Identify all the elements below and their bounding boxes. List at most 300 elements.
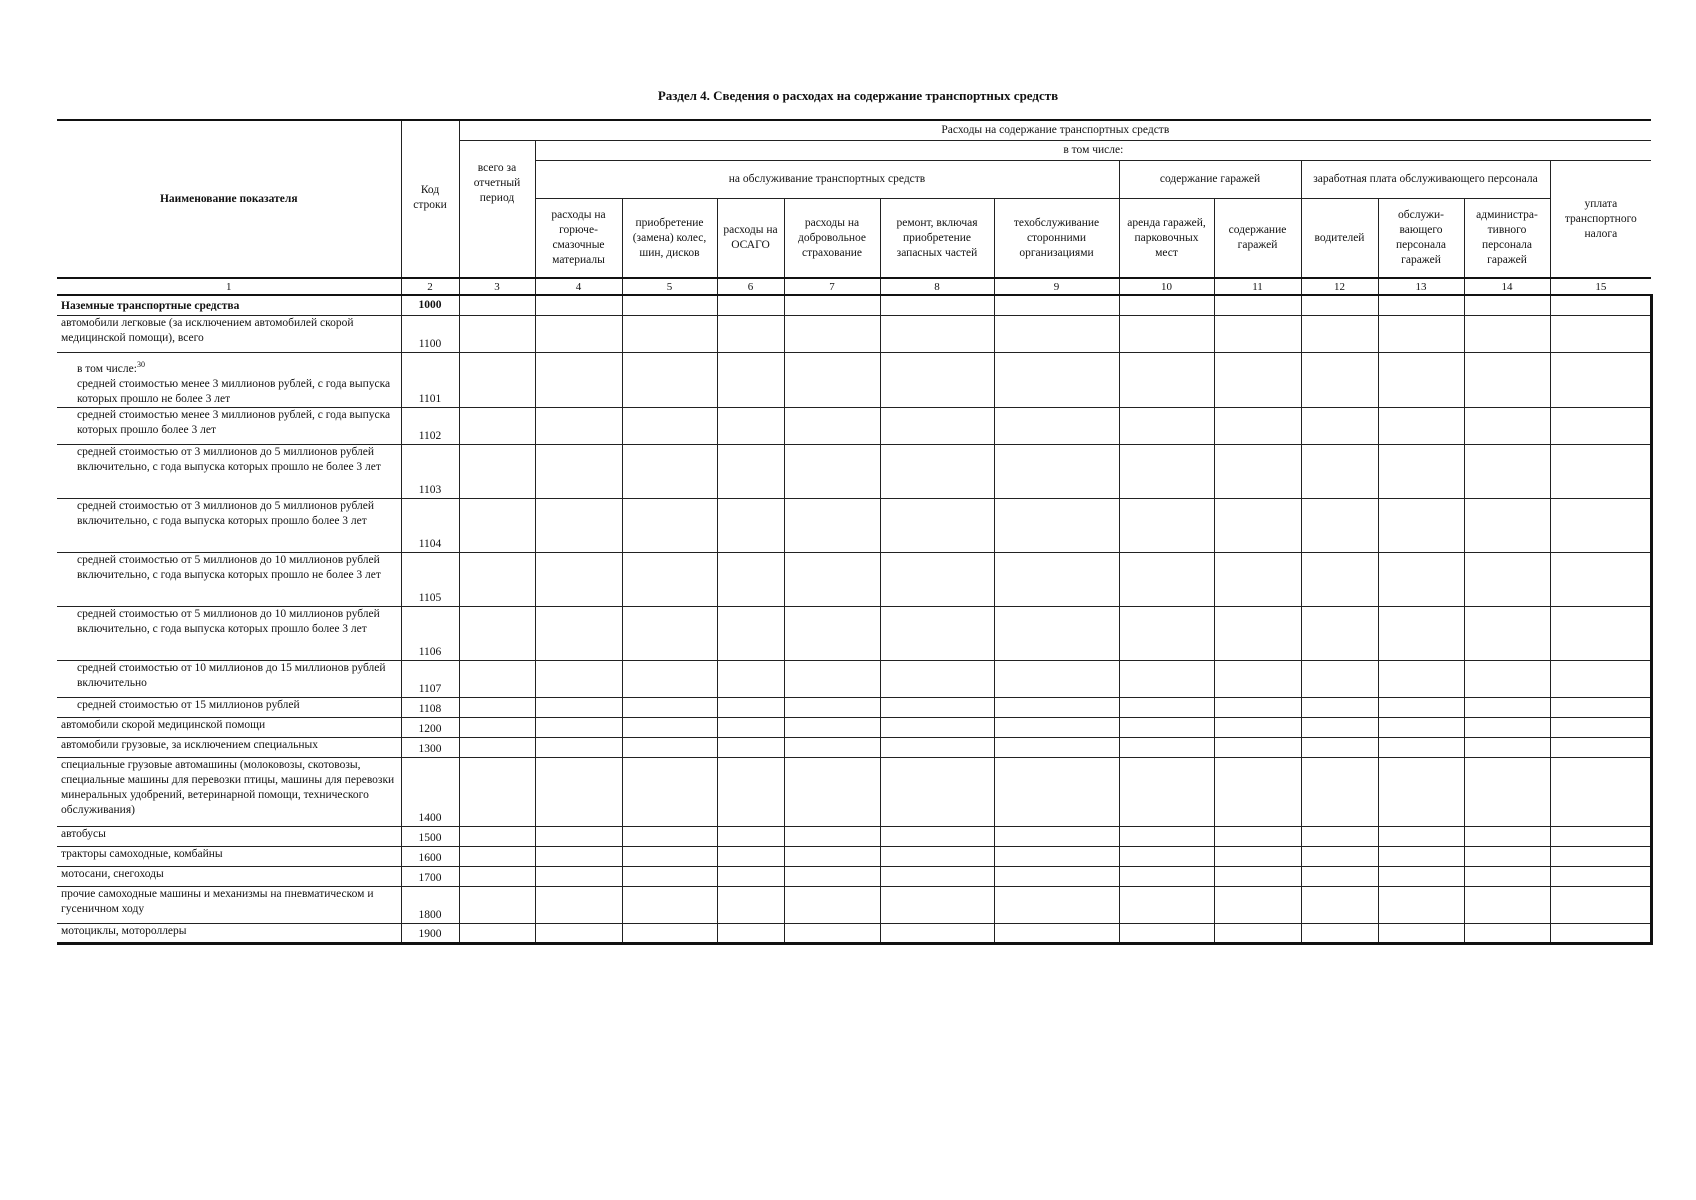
- value-cell[interactable]: [1214, 846, 1301, 866]
- value-cell[interactable]: [1214, 886, 1301, 923]
- row-label: [57, 737, 401, 757]
- value-cell[interactable]: [994, 352, 1119, 407]
- value-cell[interactable]: [622, 606, 717, 660]
- value-cell[interactable]: [1214, 826, 1301, 846]
- value-cell[interactable]: [784, 737, 880, 757]
- value-cell[interactable]: [535, 757, 622, 826]
- value-cell[interactable]: [1378, 886, 1464, 923]
- row-code: 1107: [401, 660, 459, 697]
- value-cell[interactable]: [1550, 737, 1651, 757]
- value-cell[interactable]: [1119, 660, 1214, 697]
- value-cell[interactable]: [994, 407, 1119, 444]
- value-cell[interactable]: [994, 737, 1119, 757]
- header-insurance: расходы на добровольное страхование: [784, 198, 880, 278]
- value-cell[interactable]: [535, 886, 622, 923]
- value-cell[interactable]: [880, 697, 994, 717]
- value-cell[interactable]: [717, 660, 784, 697]
- value-cell[interactable]: [459, 737, 535, 757]
- value-cell[interactable]: [1464, 444, 1550, 498]
- value-cell[interactable]: [784, 923, 880, 943]
- value-cell[interactable]: [1301, 498, 1378, 552]
- value-cell[interactable]: [535, 826, 622, 846]
- value-cell[interactable]: [535, 444, 622, 498]
- column-number: 5: [622, 278, 717, 295]
- column-number: 15: [1550, 278, 1651, 295]
- value-cell[interactable]: [622, 886, 717, 923]
- value-cell[interactable]: [1464, 923, 1550, 943]
- value-cell[interactable]: [1378, 498, 1464, 552]
- value-cell[interactable]: [622, 444, 717, 498]
- value-cell[interactable]: [880, 352, 994, 407]
- row-label-prefix: в том числе:: [77, 362, 137, 375]
- column-number: 3: [459, 278, 535, 295]
- value-cell[interactable]: [1550, 407, 1651, 444]
- value-cell[interactable]: [880, 444, 994, 498]
- value-cell[interactable]: [994, 757, 1119, 826]
- value-cell[interactable]: [1214, 717, 1301, 737]
- value-cell[interactable]: [717, 295, 784, 315]
- column-number: 9: [994, 278, 1119, 295]
- value-cell[interactable]: [1464, 757, 1550, 826]
- value-cell[interactable]: [1550, 923, 1651, 943]
- value-cell[interactable]: [1550, 826, 1651, 846]
- row-label: [57, 606, 401, 660]
- header-garage-upkeep: содержание гаражей: [1214, 198, 1301, 278]
- value-cell[interactable]: [1119, 352, 1214, 407]
- value-cell[interactable]: [1464, 886, 1550, 923]
- value-cell[interactable]: [994, 717, 1119, 737]
- value-cell[interactable]: [459, 886, 535, 923]
- value-cell[interactable]: [880, 407, 994, 444]
- value-cell[interactable]: [459, 923, 535, 943]
- row-code: 1103: [401, 444, 459, 498]
- row-code: 1000: [401, 295, 459, 315]
- value-cell[interactable]: [1214, 295, 1301, 315]
- header-osago: расходы на ОСАГО: [717, 198, 784, 278]
- value-cell[interactable]: [535, 737, 622, 757]
- value-cell[interactable]: [880, 498, 994, 552]
- value-cell[interactable]: [784, 826, 880, 846]
- value-cell[interactable]: [535, 498, 622, 552]
- value-cell[interactable]: [784, 697, 880, 717]
- value-cell[interactable]: [1214, 737, 1301, 757]
- row-label: [57, 444, 401, 498]
- row-label-text: средней стоимостью от 5 миллионов до 10 миллионов рублей включительно, с года выпуска которых прошло более 3 лет: [77, 607, 380, 635]
- table-row: [57, 697, 1651, 717]
- value-cell[interactable]: [622, 923, 717, 943]
- value-cell[interactable]: [1378, 737, 1464, 757]
- value-cell[interactable]: [1464, 315, 1550, 352]
- value-cell[interactable]: [535, 717, 622, 737]
- value-cell[interactable]: [994, 866, 1119, 886]
- column-number: 10: [1119, 278, 1214, 295]
- column-number: 6: [717, 278, 784, 295]
- value-cell[interactable]: [717, 552, 784, 606]
- value-cell[interactable]: [1550, 846, 1651, 866]
- value-cell[interactable]: [784, 886, 880, 923]
- row-code: 1600: [401, 846, 459, 866]
- value-cell[interactable]: [717, 444, 784, 498]
- value-cell[interactable]: [459, 697, 535, 717]
- value-cell[interactable]: [1214, 552, 1301, 606]
- value-cell[interactable]: [1214, 606, 1301, 660]
- value-cell[interactable]: [622, 352, 717, 407]
- row-label: [57, 407, 401, 444]
- value-cell[interactable]: [880, 315, 994, 352]
- value-cell[interactable]: [1214, 407, 1301, 444]
- row-label-text: средней стоимостью от 10 миллионов до 15 миллионов рублей включительно: [77, 661, 386, 689]
- value-cell[interactable]: [1464, 846, 1550, 866]
- value-cell[interactable]: [622, 717, 717, 737]
- value-cell[interactable]: [784, 352, 880, 407]
- value-cell[interactable]: [1301, 315, 1378, 352]
- value-cell[interactable]: [717, 846, 784, 866]
- value-cell[interactable]: [880, 757, 994, 826]
- value-cell[interactable]: [1464, 697, 1550, 717]
- value-cell[interactable]: [535, 552, 622, 606]
- value-cell[interactable]: [1301, 757, 1378, 826]
- value-cell[interactable]: [994, 444, 1119, 498]
- value-cell[interactable]: [784, 606, 880, 660]
- value-cell[interactable]: [622, 407, 717, 444]
- row-code: 1400: [401, 757, 459, 826]
- value-cell[interactable]: [784, 552, 880, 606]
- value-cell[interactable]: [784, 660, 880, 697]
- value-cell[interactable]: [1214, 757, 1301, 826]
- value-cell[interactable]: [1119, 717, 1214, 737]
- value-cell[interactable]: [717, 886, 784, 923]
- header-total: всего за отчетный период: [459, 140, 535, 278]
- value-cell[interactable]: [1464, 717, 1550, 737]
- column-number: 11: [1214, 278, 1301, 295]
- value-cell[interactable]: [717, 826, 784, 846]
- value-cell[interactable]: [1378, 295, 1464, 315]
- row-label: [57, 826, 401, 846]
- value-cell[interactable]: [459, 407, 535, 444]
- row-label-text: средней стоимостью от 5 миллионов до 10 миллионов рублей включительно, с года выпуска которых прошло не более 3 лет: [77, 553, 381, 581]
- value-cell[interactable]: [1464, 737, 1550, 757]
- value-cell[interactable]: [784, 717, 880, 737]
- value-cell[interactable]: [1214, 444, 1301, 498]
- row-code: 1500: [401, 826, 459, 846]
- row-code: 1102: [401, 407, 459, 444]
- value-cell[interactable]: [459, 315, 535, 352]
- value-cell[interactable]: [535, 697, 622, 717]
- value-cell[interactable]: [880, 295, 994, 315]
- table-row: [57, 660, 1651, 697]
- value-cell[interactable]: [1378, 717, 1464, 737]
- value-cell[interactable]: [880, 552, 994, 606]
- value-cell[interactable]: [622, 757, 717, 826]
- header-admin-staff: администра-тивного персонала гаражей: [1464, 198, 1550, 278]
- value-cell[interactable]: [1378, 660, 1464, 697]
- value-cell[interactable]: [994, 315, 1119, 352]
- value-cell[interactable]: [1464, 826, 1550, 846]
- value-cell[interactable]: [1214, 866, 1301, 886]
- value-cell[interactable]: [994, 606, 1119, 660]
- value-cell[interactable]: [535, 352, 622, 407]
- table-row: [57, 295, 1651, 315]
- value-cell[interactable]: [1119, 886, 1214, 923]
- row-label: [57, 886, 401, 923]
- value-cell[interactable]: [994, 886, 1119, 923]
- table-row: [57, 923, 1651, 943]
- value-cell[interactable]: [535, 606, 622, 660]
- value-cell[interactable]: [1464, 352, 1550, 407]
- value-cell[interactable]: [1378, 866, 1464, 886]
- value-cell[interactable]: [459, 295, 535, 315]
- column-number-row: [57, 278, 1651, 295]
- table-row: [57, 866, 1651, 886]
- value-cell[interactable]: [1550, 444, 1651, 498]
- column-number: 2: [401, 278, 459, 295]
- value-cell[interactable]: [459, 866, 535, 886]
- value-cell[interactable]: [1301, 923, 1378, 943]
- value-cell[interactable]: [1214, 660, 1301, 697]
- value-cell[interactable]: [1119, 826, 1214, 846]
- value-cell[interactable]: [1550, 295, 1651, 315]
- value-cell[interactable]: [1550, 498, 1651, 552]
- value-cell[interactable]: [1378, 606, 1464, 660]
- value-cell[interactable]: [994, 826, 1119, 846]
- value-cell[interactable]: [880, 737, 994, 757]
- value-cell[interactable]: [784, 444, 880, 498]
- value-cell[interactable]: [1301, 606, 1378, 660]
- value-cell[interactable]: [880, 886, 994, 923]
- row-label: [57, 697, 401, 717]
- value-cell[interactable]: [622, 660, 717, 697]
- value-cell[interactable]: [880, 846, 994, 866]
- table-row: [57, 315, 1651, 352]
- value-cell[interactable]: [535, 407, 622, 444]
- value-cell[interactable]: [1301, 407, 1378, 444]
- value-cell[interactable]: [535, 923, 622, 943]
- value-cell[interactable]: [622, 295, 717, 315]
- value-cell[interactable]: [717, 352, 784, 407]
- value-cell[interactable]: [1378, 846, 1464, 866]
- value-cell[interactable]: [717, 606, 784, 660]
- value-cell[interactable]: [622, 315, 717, 352]
- row-label: [57, 315, 401, 352]
- value-cell[interactable]: [994, 846, 1119, 866]
- value-cell[interactable]: [1550, 552, 1651, 606]
- column-number: 8: [880, 278, 994, 295]
- row-label-text: средней стоимостью от 15 миллионов рублей: [77, 698, 300, 711]
- value-cell[interactable]: [1301, 717, 1378, 737]
- value-cell[interactable]: [535, 846, 622, 866]
- value-cell[interactable]: [1550, 717, 1651, 737]
- value-cell[interactable]: [1301, 444, 1378, 498]
- value-cell[interactable]: [1301, 826, 1378, 846]
- value-cell[interactable]: [1464, 606, 1550, 660]
- value-cell[interactable]: [880, 660, 994, 697]
- value-cell[interactable]: [1378, 407, 1464, 444]
- value-cell[interactable]: [459, 757, 535, 826]
- value-cell[interactable]: [1301, 846, 1378, 866]
- value-cell[interactable]: [1464, 660, 1550, 697]
- value-cell[interactable]: [784, 407, 880, 444]
- value-cell[interactable]: [1550, 866, 1651, 886]
- value-cell[interactable]: [622, 826, 717, 846]
- value-cell[interactable]: [1378, 552, 1464, 606]
- value-cell[interactable]: [1378, 757, 1464, 826]
- value-cell[interactable]: [459, 498, 535, 552]
- row-label-text: средней стоимостью менее 3 миллионов рублей, с года выпуска которых прошло более 3 лет: [77, 408, 391, 436]
- value-cell[interactable]: [459, 352, 535, 407]
- value-cell[interactable]: [994, 552, 1119, 606]
- value-cell[interactable]: [784, 315, 880, 352]
- value-cell[interactable]: [717, 737, 784, 757]
- value-cell[interactable]: [459, 717, 535, 737]
- row-label: [57, 352, 401, 407]
- value-cell[interactable]: [1119, 444, 1214, 498]
- value-cell[interactable]: [622, 866, 717, 886]
- value-cell[interactable]: [1119, 757, 1214, 826]
- value-cell[interactable]: [1301, 886, 1378, 923]
- value-cell[interactable]: [1378, 697, 1464, 717]
- value-cell[interactable]: [459, 444, 535, 498]
- value-cell[interactable]: [1119, 737, 1214, 757]
- value-cell[interactable]: [880, 923, 994, 943]
- value-cell[interactable]: [880, 866, 994, 886]
- value-cell[interactable]: [1464, 295, 1550, 315]
- value-cell[interactable]: [535, 660, 622, 697]
- value-cell[interactable]: [622, 552, 717, 606]
- value-cell[interactable]: [1301, 352, 1378, 407]
- row-label: [57, 295, 401, 315]
- value-cell[interactable]: [994, 295, 1119, 315]
- value-cell[interactable]: [1214, 923, 1301, 943]
- value-cell[interactable]: [1119, 923, 1214, 943]
- row-label-text: Наземные транспортные средства: [61, 299, 240, 312]
- row-code: 1105: [401, 552, 459, 606]
- expenses-table: [57, 119, 1653, 945]
- value-cell[interactable]: [459, 606, 535, 660]
- row-label: [57, 717, 401, 737]
- value-cell[interactable]: [717, 498, 784, 552]
- table-row: [57, 737, 1651, 757]
- value-cell[interactable]: [535, 315, 622, 352]
- value-cell[interactable]: [1550, 757, 1651, 826]
- value-cell[interactable]: [1301, 295, 1378, 315]
- value-cell[interactable]: [717, 923, 784, 943]
- value-cell[interactable]: [994, 498, 1119, 552]
- value-cell[interactable]: [622, 697, 717, 717]
- value-cell[interactable]: [717, 717, 784, 737]
- value-cell[interactable]: [880, 606, 994, 660]
- value-cell[interactable]: [459, 826, 535, 846]
- value-cell[interactable]: [1119, 498, 1214, 552]
- value-cell[interactable]: [1214, 697, 1301, 717]
- value-cell[interactable]: [535, 295, 622, 315]
- value-cell[interactable]: [717, 697, 784, 717]
- table-row: [57, 717, 1651, 737]
- header-drivers: водителей: [1301, 198, 1378, 278]
- value-cell[interactable]: [1464, 866, 1550, 886]
- value-cell[interactable]: [1464, 407, 1550, 444]
- value-cell[interactable]: [1119, 295, 1214, 315]
- value-cell[interactable]: [1119, 407, 1214, 444]
- value-cell[interactable]: [1550, 697, 1651, 717]
- header-indicator: Наименование показателя: [57, 120, 401, 278]
- row-label: [57, 846, 401, 866]
- value-cell[interactable]: [784, 846, 880, 866]
- value-cell[interactable]: [994, 697, 1119, 717]
- value-cell[interactable]: [1119, 866, 1214, 886]
- value-cell[interactable]: [1550, 660, 1651, 697]
- value-cell[interactable]: [1301, 552, 1378, 606]
- row-label: [57, 660, 401, 697]
- value-cell[interactable]: [1301, 697, 1378, 717]
- row-label-text: автомобили грузовые, за исключением специальных: [61, 738, 318, 751]
- value-cell[interactable]: [1119, 552, 1214, 606]
- value-cell[interactable]: [1214, 315, 1301, 352]
- row-code: 1101: [401, 352, 459, 407]
- value-cell[interactable]: [994, 660, 1119, 697]
- value-cell[interactable]: [1119, 315, 1214, 352]
- value-cell[interactable]: [784, 295, 880, 315]
- value-cell[interactable]: [1550, 352, 1651, 407]
- column-number: 14: [1464, 278, 1550, 295]
- value-cell[interactable]: [1464, 552, 1550, 606]
- value-cell[interactable]: [717, 866, 784, 886]
- value-cell[interactable]: [1378, 352, 1464, 407]
- value-cell[interactable]: [459, 552, 535, 606]
- table-row: [57, 498, 1651, 552]
- value-cell[interactable]: [1119, 697, 1214, 717]
- value-cell[interactable]: [880, 717, 994, 737]
- row-label: [57, 866, 401, 886]
- value-cell[interactable]: [1378, 315, 1464, 352]
- value-cell[interactable]: [1550, 886, 1651, 923]
- value-cell[interactable]: [1550, 315, 1651, 352]
- value-cell[interactable]: [1301, 737, 1378, 757]
- value-cell[interactable]: [994, 923, 1119, 943]
- value-cell[interactable]: [1214, 352, 1301, 407]
- footnote-marker: 30: [136, 359, 145, 369]
- value-cell[interactable]: [1301, 866, 1378, 886]
- value-cell[interactable]: [784, 498, 880, 552]
- header-including: в том числе:: [535, 140, 1651, 160]
- value-cell[interactable]: [784, 757, 880, 826]
- value-cell[interactable]: [1119, 606, 1214, 660]
- value-cell[interactable]: [1214, 498, 1301, 552]
- table-row: [57, 846, 1651, 866]
- value-cell[interactable]: [784, 866, 880, 886]
- value-cell[interactable]: [717, 315, 784, 352]
- value-cell[interactable]: [1378, 826, 1464, 846]
- value-cell[interactable]: [717, 757, 784, 826]
- value-cell[interactable]: [535, 866, 622, 886]
- row-label-text: мотосани, снегоходы: [61, 867, 164, 880]
- value-cell[interactable]: [1550, 606, 1651, 660]
- row-label-text: тракторы самоходные, комбайны: [61, 847, 223, 860]
- value-cell[interactable]: [880, 826, 994, 846]
- value-cell[interactable]: [1301, 660, 1378, 697]
- value-cell[interactable]: [622, 737, 717, 757]
- value-cell[interactable]: [1378, 444, 1464, 498]
- value-cell[interactable]: [622, 498, 717, 552]
- value-cell[interactable]: [717, 407, 784, 444]
- value-cell[interactable]: [459, 660, 535, 697]
- header-garage-group: содержание гаражей: [1119, 160, 1301, 198]
- value-cell[interactable]: [1378, 923, 1464, 943]
- value-cell[interactable]: [1464, 498, 1550, 552]
- value-cell[interactable]: [1119, 846, 1214, 866]
- value-cell[interactable]: [459, 846, 535, 866]
- header-expenses: Расходы на содержание транспортных средств: [459, 120, 1651, 140]
- value-cell[interactable]: [622, 846, 717, 866]
